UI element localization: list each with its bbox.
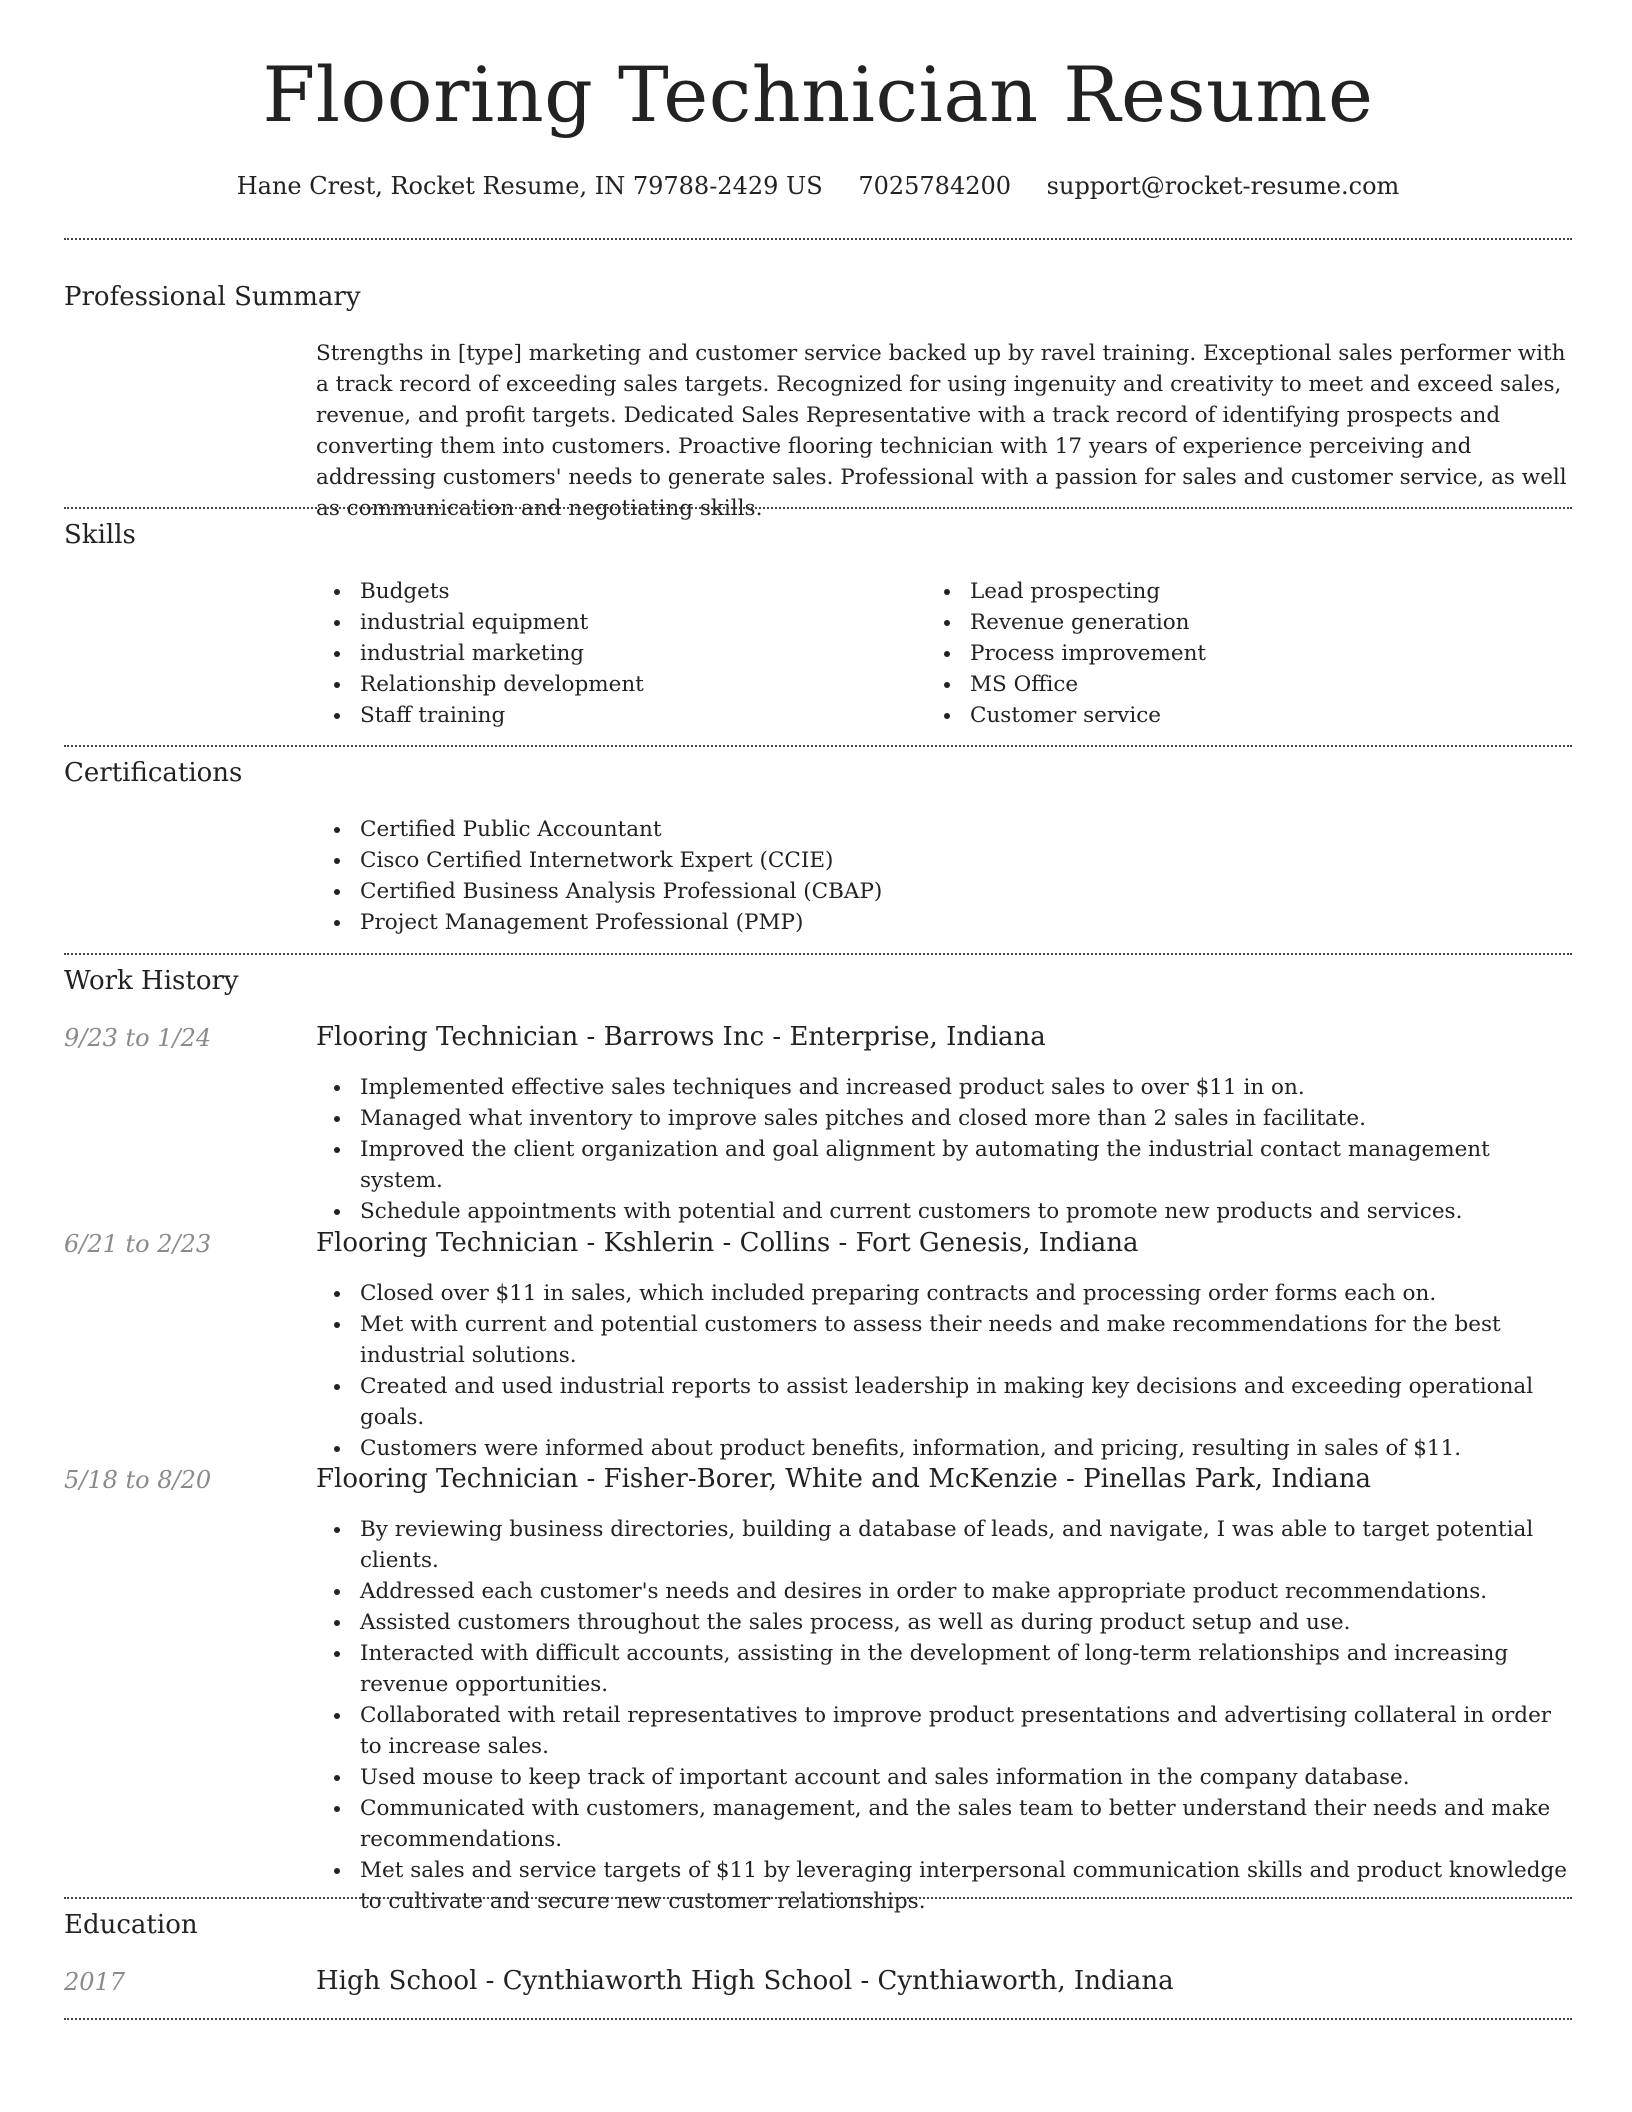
job-bullet: Collaborated with retail representatives to improve product presentations and advertising collateral in order to increase sales. <box>360 1700 1572 1762</box>
divider <box>64 507 1572 509</box>
divider <box>64 2018 1572 2020</box>
skill-item: Process improvement <box>970 638 1546 669</box>
job-bullet: By reviewing business directories, building a database of leads, and navigate, I was able to target potential clients. <box>360 1514 1572 1576</box>
certification-item: Cisco Certified Internetwork Expert (CCIE) <box>360 845 1316 876</box>
skill-item: Budgets <box>360 576 936 607</box>
job-title: Flooring Technician - Barrows Inc - Enterprise, Indiana <box>316 1022 1046 1052</box>
certification-item: Project Management Professional (PMP) <box>360 907 1316 938</box>
job-bullet: Customers were informed about product benefits, information, and pricing, resulting in sales of $11. <box>360 1433 1572 1464</box>
skill-item: Customer service <box>970 700 1546 731</box>
job-bullet: Closed over $11 in sales, which included preparing contracts and processing order forms each on. <box>360 1278 1572 1309</box>
education-title: High School - Cynthiaworth High School - Cynthiaworth, Indiana <box>316 1966 1174 1996</box>
job-bullet: Used mouse to keep track of important account and sales information in the company database. <box>360 1762 1572 1793</box>
divider <box>64 745 1572 747</box>
section-heading-skills: Skills <box>64 520 136 550</box>
page-title: Flooring Technician Resume <box>262 50 1374 139</box>
divider <box>64 238 1572 240</box>
job-dates: 9/23 to 1/24 <box>64 1024 212 1052</box>
contact-phone: 7025784200 <box>858 172 1012 200</box>
job-dates: 6/21 to 2/23 <box>64 1230 212 1258</box>
job-title: Flooring Technician - Kshlerin - Collins - Fort Genesis, Indiana <box>316 1228 1139 1258</box>
skill-item: industrial equipment <box>360 607 936 638</box>
job-dates: 5/18 to 8/20 <box>64 1466 212 1494</box>
job-bullets <box>316 1514 1572 1917</box>
job-bullet: Improved the client organization and goal alignment by automating the industrial contact management system. <box>360 1134 1572 1196</box>
job-bullet: Implemented effective sales techniques and increased product sales to over $11 in on. <box>360 1072 1572 1103</box>
contact-address: Hane Crest, Rocket Resume, IN 79788-2429 US <box>236 172 823 200</box>
certification-item: Certified Business Analysis Professional (CBAP) <box>360 876 1316 907</box>
job-bullet: Assisted customers throughout the sales process, as well as during product setup and use. <box>360 1607 1572 1638</box>
job-bullet: Interacted with difficult accounts, assisting in the development of long-term relationships and increasing revenue opportunities. <box>360 1638 1572 1700</box>
job-title: Flooring Technician - Fisher-Borer, White and McKenzie - Pinellas Park, Indiana <box>316 1464 1372 1494</box>
section-heading-work-history: Work History <box>64 966 239 996</box>
skills-left-column <box>316 576 936 731</box>
education-year: 2017 <box>64 1968 126 1996</box>
job-bullet: Met sales and service targets of $11 by leveraging interpersonal communication skills and product knowledge to cultivate and secure new customer relationships. <box>360 1855 1572 1917</box>
job-bullet: Created and used industrial reports to assist leadership in making key decisions and exceeding operational goals. <box>360 1371 1572 1433</box>
skill-item: Relationship development <box>360 669 936 700</box>
skill-item: Lead prospecting <box>970 576 1546 607</box>
section-heading-summary: Professional Summary <box>64 282 361 312</box>
job-bullets <box>316 1278 1572 1464</box>
job-bullets <box>316 1072 1572 1227</box>
certification-item: Certified Public Accountant <box>360 814 1316 845</box>
certifications-list <box>316 814 1316 938</box>
job-bullet: Schedule appointments with potential and current customers to promote new products and services. <box>360 1196 1572 1227</box>
skill-item: industrial marketing <box>360 638 936 669</box>
job-bullet: Met with current and potential customers to assess their needs and make recommendations for the best industrial solutions. <box>360 1309 1572 1371</box>
divider <box>64 953 1572 955</box>
job-bullet: Communicated with customers, management, and the sales team to better understand their needs and make recommendations. <box>360 1793 1572 1855</box>
skill-item: Staff training <box>360 700 936 731</box>
job-bullet: Addressed each customer's needs and desires in order to make appropriate product recommendations. <box>360 1576 1572 1607</box>
summary-text: Strengths in [type] marketing and customer service backed up by ravel training. Exceptional sales performer with a track record of exceeding sales targets. Recognized for using ingenuity and creativity to meet and exceed sales, revenue, and profit targets. Dedicated Sales Representative with a track record of identifying prospects and converting them into customers. Proactive flooring technician with 17 years of experience perceiving and addressing customers' needs to generate sales. Professional with a passion for sales and customer service, as well as communication and negotiating skills. <box>316 341 1567 521</box>
section-heading-certifications: Certifications <box>64 758 243 788</box>
divider <box>64 1897 1572 1899</box>
skill-item: MS Office <box>970 669 1546 700</box>
contact-email: support@rocket-resume.com <box>1046 172 1400 200</box>
job-bullet: Managed what inventory to improve sales pitches and closed more than 2 sales in facilitate. <box>360 1103 1572 1134</box>
contact-line <box>64 172 1572 200</box>
skill-item: Revenue generation <box>970 607 1546 638</box>
skills-right-column <box>926 576 1546 731</box>
section-heading-education: Education <box>64 1910 198 1940</box>
